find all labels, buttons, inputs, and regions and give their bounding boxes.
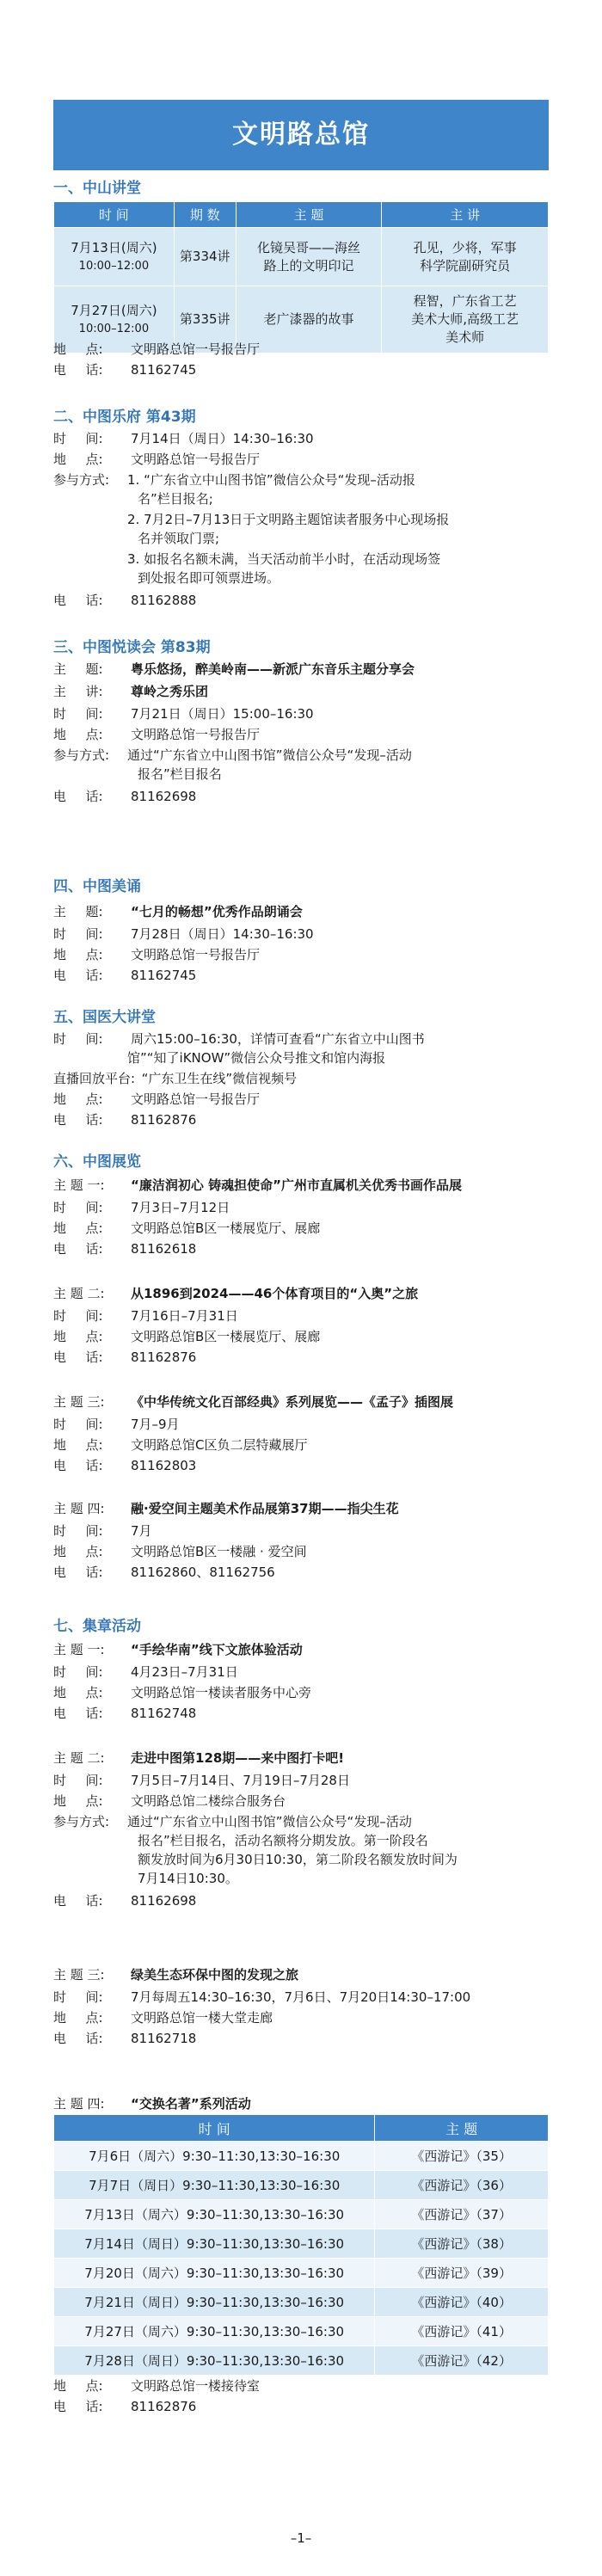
label: 主 题 三:	[53, 1967, 105, 1983]
medicine-live-row	[53, 1070, 297, 1088]
exhibit-place: 文明路总馆C区负二层特藏展厅	[131, 1437, 308, 1453]
exhibit-topic-row	[53, 1285, 418, 1303]
table-cell-time: 7月7日（周日）9:30–11:30,13:30–16:30	[54, 2171, 375, 2200]
exhibit-place-row	[53, 1328, 320, 1346]
stamp-tel: 81162748	[131, 1706, 197, 1721]
exhibit-topic-row	[53, 1393, 453, 1411]
table-header-cell: 期 数	[174, 202, 236, 228]
music-tel: 81162888	[131, 593, 197, 608]
table-row	[54, 2200, 549, 2229]
stamp-topic-row	[53, 1749, 344, 1768]
label: 时	[53, 1417, 67, 1432]
reading-mode-label: 参与方式:	[53, 747, 110, 763]
stamp-tel: 81162698	[131, 1893, 197, 1909]
label: 时	[53, 706, 67, 722]
lecture-speaker-line: 美术大师,高级工艺	[411, 311, 519, 327]
exhibit-time: 7月16日–7月31日	[131, 1308, 238, 1324]
recital-time: 7月28日（周日）14:30–16:30	[131, 926, 314, 942]
stamp-time-row	[53, 1772, 350, 1790]
label: 地	[53, 1329, 67, 1344]
table-row	[54, 2288, 549, 2317]
medicine-time-row	[53, 1030, 425, 1048]
label: 点:	[85, 2378, 103, 2394]
table-header-row	[54, 202, 549, 228]
label: 主 题 二:	[53, 1286, 105, 1301]
table-cell-time: 7月28日（周日）9:30–11:30,13:30–16:30	[54, 2346, 375, 2376]
label: 话:	[85, 2031, 103, 2046]
stamp-tel-row	[53, 1892, 196, 1910]
label: 时	[53, 926, 67, 942]
label: 电	[53, 1112, 67, 1128]
stamp-topic: 走进中图第128期——来中图打卡吧!	[131, 1750, 345, 1766]
label: 地	[53, 341, 67, 357]
table-header-cell: 主 题	[375, 2115, 549, 2142]
table-cell-topic: 《西游记》（35）	[375, 2142, 549, 2171]
label: 主	[53, 661, 67, 677]
exhibit-tel-row	[53, 1240, 196, 1258]
reading-mode-line: 通过“广东省立中山图书馆”微信公众号“发现–活动	[127, 747, 412, 763]
recital-topic: “七月的畅想”优秀作品朗诵会	[131, 904, 303, 919]
table-cell-issue: 第334讲	[174, 228, 236, 286]
label: 地	[53, 1685, 67, 1700]
recital-place-row	[53, 946, 260, 964]
exhibit-place-row	[53, 1543, 307, 1561]
table-cell-topic: 《西游记》（37）	[375, 2200, 549, 2229]
stamp-mode-line: 额发放时间为6月30日10:30，第二阶段名额发放时间为	[138, 1852, 458, 1867]
label: 话:	[85, 1112, 103, 1128]
exhibit-place-row	[53, 1436, 307, 1454]
table-header-cell: 主 讲	[382, 202, 549, 228]
label: 主	[53, 904, 67, 919]
stamp-topic-row	[53, 2095, 251, 2113]
exhibit-tel-row	[53, 1457, 196, 1475]
label: 间:	[85, 1664, 103, 1680]
stamp-mode-line: 通过“广东省立中山图书馆”微信公众号“发现–活动	[127, 1814, 412, 1829]
table-row	[54, 2259, 549, 2288]
music-mode-label: 参与方式:	[53, 472, 110, 488]
exhibit-tel-row	[53, 1564, 275, 1582]
exhibit-time: 7月3日–7月12日	[131, 1200, 230, 1215]
exhibit-topic-row	[53, 1177, 462, 1195]
label: 点:	[85, 452, 103, 467]
page-number: –1–	[290, 2530, 312, 2546]
label: 电	[53, 2031, 67, 2046]
label: 时	[53, 431, 67, 446]
stamp-mode-line: 报名”栏目报名，活动名额将分期发放。第一阶段名	[138, 1833, 428, 1848]
exhibit-place: 文明路总馆B区一楼展览厅、展廊	[131, 1329, 321, 1344]
label: 地	[53, 947, 67, 962]
label: 话:	[85, 1706, 103, 1721]
label: 讲:	[85, 684, 103, 699]
table-row	[54, 2142, 549, 2171]
label: 间:	[85, 1773, 103, 1788]
stamp-time: 7月5日–7月14日、7月19日–7月28日	[131, 1773, 350, 1788]
table-cell-topic: 《西游记》（36）	[375, 2171, 549, 2200]
label: 间:	[85, 926, 103, 942]
lecture-speaker-line: 科学院副研究员	[420, 257, 511, 274]
lecture-tel-row	[53, 361, 196, 379]
label: 地	[53, 452, 67, 467]
table-cell-topic: 《西游记》（41）	[375, 2317, 549, 2346]
exhibit-place-row	[53, 1220, 320, 1238]
reading-tel: 81162698	[131, 789, 197, 804]
table-cell-topic: 《西游记》（40）	[375, 2288, 549, 2317]
stamp-tel-row	[53, 1705, 196, 1723]
label: 地	[53, 1544, 67, 1559]
label: 间:	[85, 1200, 103, 1215]
music-mode-line: 名”栏目报名;	[138, 491, 213, 507]
label: 电	[53, 1241, 67, 1257]
stamp-time: 4月23日–7月31日	[131, 1664, 238, 1680]
table-header-cell: 主 题	[236, 202, 382, 228]
table-header-row	[54, 2115, 549, 2142]
exhibit-topic: 《中华传统文化百部经典》系列展览——《孟子》插图展	[131, 1394, 454, 1410]
label: 主 题 一:	[53, 1642, 105, 1657]
stamp-time: 7月每周五14:30–16:30，7月6日、7月20日14:30–17:00	[131, 1989, 471, 2005]
label: 点:	[85, 1685, 103, 1700]
label: 电	[53, 1565, 67, 1580]
exhibit-tel: 81162618	[131, 1241, 197, 1257]
exhibit-time-row	[53, 1199, 230, 1217]
lecture-date: 7月27日(周六)	[71, 302, 157, 318]
exchange-tel: 81162876	[131, 2399, 197, 2414]
label: 电	[53, 1458, 67, 1473]
music-time-row	[53, 430, 314, 448]
exhibit-time-row	[53, 1522, 152, 1540]
music-mode-line: 到处报名即可领票进场。	[138, 570, 280, 586]
page-title: 文明路总馆	[53, 100, 549, 170]
recital-topic-row	[53, 903, 303, 921]
table-cell-topic	[236, 228, 382, 286]
label: 话:	[85, 789, 103, 804]
table-row	[54, 2317, 549, 2346]
section-heading-exhibition: 六、中图展览	[53, 1153, 141, 1171]
label: 时	[53, 1200, 67, 1215]
lecture-place: 文明路总馆一号报告厅	[131, 341, 261, 357]
exhibit-tel: 81162876	[131, 1349, 197, 1365]
medicine-live: “广东卫生在线”微信视频号	[141, 1071, 298, 1086]
lecture-tel: 81162745	[131, 362, 197, 378]
lecture-topic-line: 化镜吴哥——海丝	[257, 239, 361, 255]
label: 电	[53, 968, 67, 983]
label: 地	[53, 1793, 67, 1809]
reading-speaker: 尊岭之秀乐团	[131, 684, 209, 699]
music-time: 7月14日（周日）14:30–16:30	[131, 431, 314, 446]
label: 电	[53, 1349, 67, 1365]
lecture-time: 10:00–12:00	[78, 322, 150, 335]
table-cell-time: 7月6日（周六）9:30–11:30,13:30–16:30	[54, 2142, 375, 2171]
table-cell-speaker	[382, 286, 549, 354]
label: 地	[53, 2378, 67, 2394]
lecture-time: 10:00–12:00	[78, 259, 150, 273]
reading-place: 文明路总馆一号报告厅	[131, 727, 261, 742]
label: 间:	[85, 431, 103, 446]
label: 主 题 二:	[53, 1750, 105, 1766]
recital-tel-row	[53, 967, 196, 985]
label: 点:	[85, 341, 103, 357]
table-cell-issue: 第335讲	[174, 286, 236, 354]
label: 点:	[85, 2010, 103, 2026]
music-mode-line: 3. 如报名名额未满，当天活动前半小时，在活动现场签	[127, 551, 441, 567]
label: 地	[53, 2010, 67, 2026]
label: 间:	[85, 1417, 103, 1432]
exhibit-topic: 融·爱空间主题美术作品展第37期——指尖生花	[131, 1501, 399, 1516]
exchange-table	[53, 2114, 549, 2376]
table-cell-time: 7月14日（周日）9:30–11:30,13:30–16:30	[54, 2229, 375, 2259]
music-place-row	[53, 451, 260, 469]
reading-mode-line: 报名”栏目报名	[138, 766, 222, 782]
table-cell-time: 7月27日（周六）9:30–11:30,13:30–16:30	[54, 2317, 375, 2346]
stamp-place: 文明路总馆一楼读者服务中心旁	[131, 1685, 312, 1700]
label: 话:	[85, 2399, 103, 2414]
lecture-table	[53, 201, 549, 354]
section-heading-recital: 四、中图美诵	[53, 878, 141, 895]
stamp-place: 文明路总馆一楼大堂走廊	[131, 2010, 273, 2026]
label: 地	[53, 1091, 67, 1107]
reading-time: 7月21日（周日）15:00–16:30	[131, 706, 314, 722]
exhibit-time-row	[53, 1307, 238, 1325]
label: 话:	[85, 362, 103, 378]
medicine-place-row	[53, 1091, 260, 1109]
label: 地	[53, 727, 67, 742]
label: 点:	[85, 947, 103, 962]
label: 点:	[85, 1793, 103, 1809]
medicine-tel: 81162876	[131, 1112, 197, 1128]
table-row	[54, 228, 549, 286]
exhibit-topic-row	[53, 1500, 399, 1518]
exhibit-time: 7月–9月	[131, 1417, 180, 1432]
exchange-place-row	[53, 2377, 260, 2395]
label: 主 题 一:	[53, 1177, 105, 1193]
label: 电	[53, 593, 67, 608]
stamp-place: 文明路总馆二楼综合服务台	[131, 1793, 286, 1809]
lecture-date: 7月13日(周六)	[71, 239, 157, 255]
table-cell-time: 7月21日（周日）9:30–11:30,13:30–16:30	[54, 2288, 375, 2317]
medicine-place: 文明路总馆一号报告厅	[131, 1091, 261, 1107]
stamp-place-row	[53, 1684, 311, 1702]
exhibit-time: 7月	[131, 1523, 152, 1539]
label: 话:	[85, 1241, 103, 1257]
label: 电	[53, 1893, 67, 1909]
reading-tel-row	[53, 788, 196, 806]
label: 电	[53, 362, 67, 378]
lecture-speaker-line: 孔见，少将，军事	[413, 239, 517, 255]
label: 时	[53, 1773, 67, 1788]
lecture-speaker-line: 程智，广东省工艺	[413, 293, 517, 309]
label: 话:	[85, 1349, 103, 1365]
exchange-tel-row	[53, 2398, 196, 2416]
table-row	[54, 2171, 549, 2200]
label: 电	[53, 1706, 67, 1721]
label: 话:	[85, 1565, 103, 1580]
exhibit-topic: 从1896到2024——46个体育项目的“入奥”之旅	[131, 1286, 419, 1301]
label: 时	[53, 1031, 67, 1047]
music-mode-line: 名并领取门票;	[138, 531, 220, 546]
label: 地	[53, 1220, 67, 1236]
label: 时	[53, 1523, 67, 1539]
label: 主 题 四:	[53, 1501, 105, 1516]
recital-time-row	[53, 925, 314, 944]
table-cell-time: 7月20日（周六）9:30–11:30,13:30–16:30	[54, 2259, 375, 2288]
label: 时	[53, 1989, 67, 2005]
exhibit-tel: 81162860、81162756	[131, 1565, 275, 1580]
exhibit-tel-row	[53, 1349, 196, 1367]
section-heading-lecture: 一、中山讲堂	[53, 180, 141, 197]
table-cell-topic: 《西游记》（39）	[375, 2259, 549, 2288]
exhibit-place: 文明路总馆B区一楼融 · 爱空间	[131, 1544, 307, 1559]
stamp-tel-row	[53, 2030, 196, 2048]
stamp-mode-line: 7月14日10:30。	[138, 1871, 238, 1886]
label: 话:	[85, 593, 103, 608]
medicine-tel-row	[53, 1111, 196, 1129]
recital-place: 文明路总馆一号报告厅	[131, 947, 261, 962]
exhibit-place: 文明路总馆B区一楼展览厅、展廊	[131, 1220, 321, 1236]
stamp-topic: “手绘华南”线下文旅体验活动	[131, 1642, 303, 1657]
table-cell-topic: 《西游记》（42）	[375, 2346, 549, 2376]
exchange-place: 文明路总馆一楼接待室	[131, 2378, 261, 2394]
table-cell-time: 7月13日（周六）9:30–11:30,13:30–16:30	[54, 2200, 375, 2229]
label: 时	[53, 1308, 67, 1324]
label: 话:	[85, 1893, 103, 1909]
label: 间:	[85, 1989, 103, 2005]
table-cell-speaker	[382, 228, 549, 286]
label: 点:	[85, 1544, 103, 1559]
label: 点:	[85, 1437, 103, 1453]
label: 主	[53, 684, 67, 699]
exhibit-topic: “廉洁润初心 铸魂担使命”广州市直属机关优秀书画作品展	[131, 1177, 462, 1193]
label: 点:	[85, 1091, 103, 1107]
table-row	[54, 2346, 549, 2376]
stamp-topic-row	[53, 1641, 303, 1659]
table-row	[54, 2229, 549, 2259]
music-mode-line: 2. 7月2日–7月13日于文明路主题馆读者服务中心现场报	[127, 512, 450, 527]
label: 点:	[85, 1220, 103, 1236]
stamp-topic: 绿美生态环保中图的发现之旅	[131, 1967, 299, 1983]
section-heading-stamps: 七、集章活动	[53, 1618, 141, 1635]
lecture-topic-line: 路上的文明印记	[263, 257, 354, 274]
table-cell-topic: 《西游记》（38）	[375, 2229, 549, 2259]
label: 题:	[85, 904, 103, 919]
label: 主 题 三:	[53, 1394, 105, 1410]
label: 间:	[85, 1031, 103, 1047]
table-header-cell: 时 间	[54, 2115, 375, 2142]
stamp-time-row	[53, 1989, 470, 2007]
label: 主 题 四:	[53, 2096, 105, 2112]
section-heading-reading: 三、中图悦读会 第83期	[53, 639, 211, 656]
stamp-topic: “交换名著”系列活动	[131, 2096, 251, 2112]
label: 电	[53, 2399, 67, 2414]
stamp-tel: 81162718	[131, 2031, 197, 2046]
recital-tel: 81162745	[131, 968, 197, 983]
section-heading-medicine: 五、国医大讲堂	[53, 1009, 156, 1026]
medicine-time-line: 馆”“知了iKNOW”微信公众号推文和馆内海报	[127, 1050, 386, 1066]
label: 间:	[85, 706, 103, 722]
reading-time-row	[53, 705, 314, 723]
section-heading-music: 二、中图乐府 第43期	[53, 409, 196, 426]
lecture-speaker-line: 美术师	[445, 329, 485, 345]
exhibit-tel: 81162803	[131, 1458, 197, 1473]
label: 间:	[85, 1308, 103, 1324]
label: 点:	[85, 1329, 103, 1344]
stamp-place-row	[53, 2009, 273, 2027]
medicine-time-line: 周六15:00–16:30，详情可查看“广东省立中山图书	[131, 1031, 425, 1047]
exhibit-time-row	[53, 1416, 180, 1434]
lecture-place-row	[53, 341, 260, 359]
table-cell-date	[54, 228, 175, 286]
music-place: 文明路总馆一号报告厅	[131, 452, 261, 467]
stamp-topic-row	[53, 1966, 298, 1984]
music-mode-line: 1. “广东省立中山图书馆”微信公众号“发现–活动报	[127, 472, 415, 488]
label: 题:	[85, 661, 103, 677]
table-header-cell: 时 间	[54, 202, 175, 228]
label: 间:	[85, 1523, 103, 1539]
stamp-place-row	[53, 1792, 286, 1811]
reading-place-row	[53, 726, 260, 744]
stamp-mode-label: 参与方式:	[53, 1814, 110, 1829]
label: 点:	[85, 727, 103, 742]
label: 电	[53, 789, 67, 804]
label: 地	[53, 1437, 67, 1453]
label: 话:	[85, 968, 103, 983]
music-tel-row	[53, 592, 196, 610]
stamp-time-row	[53, 1663, 238, 1681]
label: 时	[53, 1664, 67, 1680]
reading-topic: 粤乐悠扬，醉美岭南——新派广东音乐主题分享会	[131, 661, 415, 677]
reading-speaker-row	[53, 683, 208, 701]
reading-topic-row	[53, 661, 415, 679]
table-cell-topic: 老广漆器的故事	[236, 286, 382, 354]
label: 话:	[85, 1458, 103, 1473]
label: 直播回放平台:	[53, 1071, 136, 1086]
